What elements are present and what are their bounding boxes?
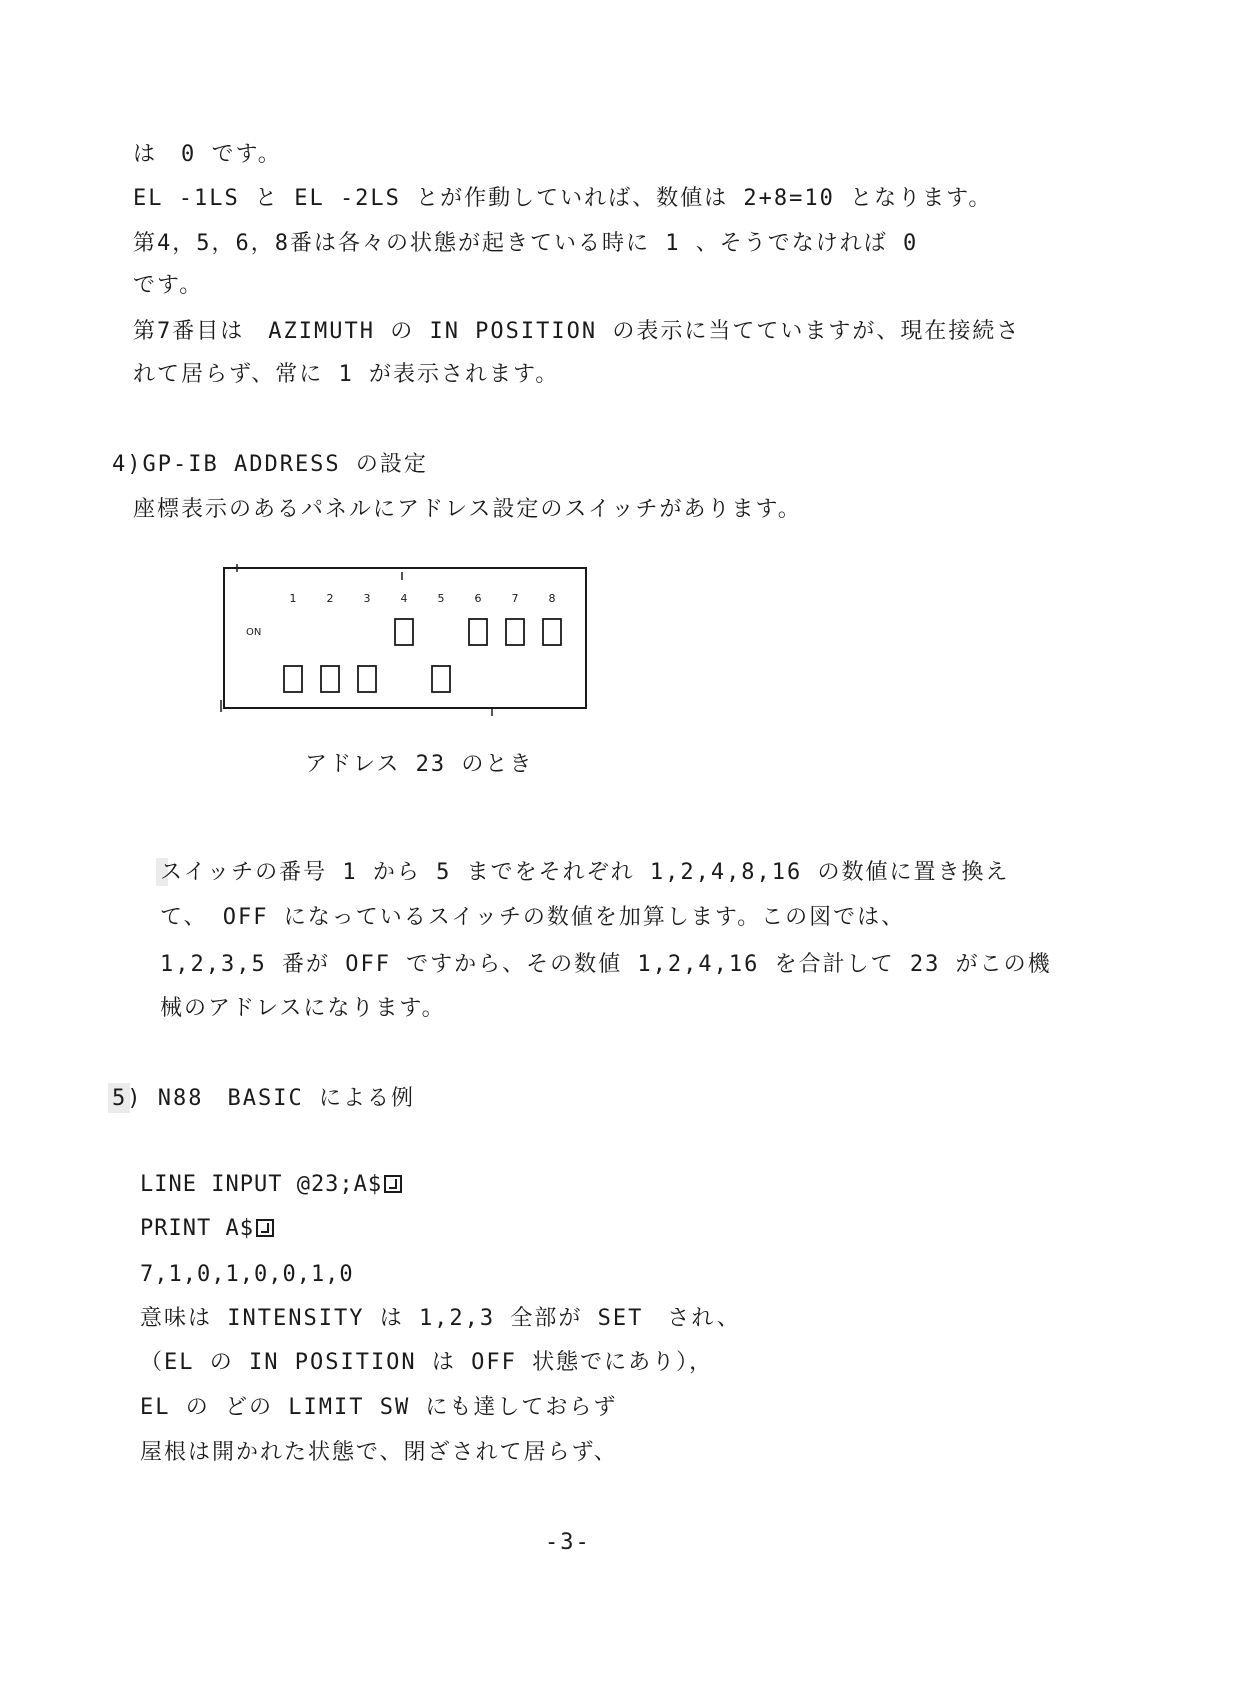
- dip-switch-frame: [224, 568, 586, 708]
- dip-switch-7: [506, 619, 524, 645]
- section-heading: 5) N88 BASIC による例: [112, 1086, 415, 1111]
- dip-number-label: 8: [548, 592, 556, 605]
- figure-caption: アドレス 23 のとき: [305, 752, 534, 777]
- dip-on-label: ON: [246, 627, 262, 638]
- dip-numbers: [290, 592, 556, 605]
- dip-switch-2: [321, 666, 339, 692]
- code-text: PRINT A$: [140, 1216, 254, 1241]
- dip-switch-6: [469, 619, 487, 645]
- text-line: 械のアドレスになります。: [160, 996, 446, 1021]
- dip-number-label: 2: [326, 592, 334, 605]
- text-line: スイッチの番号 1 から 5 までをそれぞれ 1,2,4,8,16 の数値に置き換え: [160, 860, 1010, 885]
- text-line: 第4，5，6，8番は各々の状態が起きている時に 1 、そうでなければ 0: [133, 231, 919, 256]
- code-line: [140, 1172, 402, 1198]
- text-line: れて居らず、常に 1 が表示されます。: [133, 362, 560, 387]
- dip-number-label: 1: [289, 592, 297, 605]
- dip-number-label: 5: [437, 592, 445, 605]
- dip-number-label: 4: [400, 592, 408, 605]
- text-line: 座標表示のあるパネルにアドレス設定のスイッチがあります。: [133, 497, 802, 522]
- code-line: [140, 1216, 274, 1242]
- text-line: 屋根は開かれた状態で、閉ざされて居らず、: [140, 1440, 618, 1465]
- return-key-icon: [256, 1219, 274, 1237]
- text-line: 意味は INTENSITY は 1,2,3 全部が SET され、: [140, 1306, 741, 1331]
- text-line: は 0 です。: [133, 142, 282, 167]
- dip-switches: [284, 619, 561, 692]
- dip-number-label: 6: [474, 592, 482, 605]
- dip-number-label: 3: [363, 592, 371, 605]
- dip-switch-3: [358, 666, 376, 692]
- text-line: 第7番目は AZIMUTH の IN POSITION の表示に当てていますが、現在接続さ: [133, 319, 1021, 344]
- page-number: -3-: [545, 1530, 591, 1555]
- code-text: LINE INPUT @23;A$: [140, 1172, 383, 1197]
- text-line: EL -1LS と EL -2LS とが作動していれば、数値は 2+8=10 となります。: [133, 186, 993, 211]
- text-line: です。: [133, 273, 204, 298]
- dip-number-label: 7: [511, 592, 519, 605]
- text-line: て、 OFF になっているスイッチの数値を加算します。この図では、: [160, 905, 906, 930]
- return-key-icon: [384, 1175, 402, 1193]
- dip-switch-8: [543, 619, 561, 645]
- text-line: EL の どの LIMIT SW にも達しておらず: [140, 1395, 618, 1420]
- text-line: （EL の IN POSITION は OFF 状態でにあり），: [140, 1350, 714, 1375]
- dip-switch-1: [284, 666, 302, 692]
- dip-switch-diagram: [218, 562, 598, 722]
- code-output: 7,1,0,1,0,0,1,0: [140, 1262, 354, 1287]
- section-heading: 4)GP-IB ADDRESS の設定: [112, 452, 428, 477]
- dip-switch-5: [432, 666, 450, 692]
- dip-switch-4: [395, 619, 413, 645]
- text-line: 1,2,3,5 番が OFF ですから、その数値 1,2,4,16 を合計して 23 がこの機: [160, 952, 1052, 977]
